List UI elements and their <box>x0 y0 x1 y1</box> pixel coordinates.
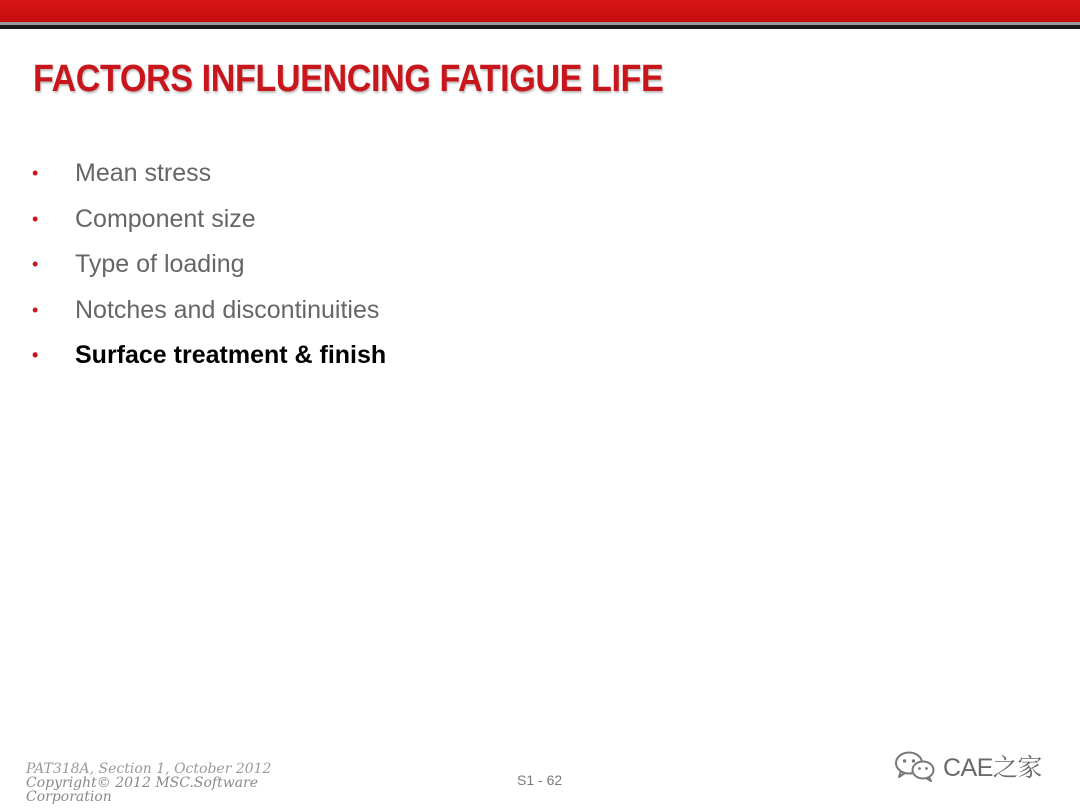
bullet-dot-icon: • <box>32 163 39 184</box>
bullet-text: Type of loading <box>75 250 245 279</box>
bullet-text: Component size <box>75 204 256 233</box>
bullet-item-component-size <box>32 197 386 243</box>
bullet-text: Surface treatment & finish <box>75 341 387 370</box>
footer-copyright <box>26 760 271 806</box>
header-red-bar <box>0 0 1080 22</box>
bullet-text: Mean stress <box>75 159 212 188</box>
bullet-item-surface-treatment <box>32 333 386 379</box>
bullet-dot-icon: • <box>32 345 39 366</box>
bullet-dot-icon: • <box>32 208 39 229</box>
bullet-dot-icon: • <box>32 254 39 275</box>
footer-copyright-line: Copyright© 2012 MSC.Software <box>26 775 259 791</box>
header-black-rule <box>0 25 1080 29</box>
bullet-item-type-of-loading <box>32 242 386 288</box>
footer-corporation-line: Corporation <box>26 789 112 805</box>
watermark-text: CAE之家 <box>943 754 1042 782</box>
bullet-list <box>32 151 386 379</box>
bullet-item-mean-stress <box>32 151 386 197</box>
slide-title: FACTORS INFLUENCING FATIGUE LIFE <box>33 58 664 100</box>
wechat-icon <box>893 750 937 782</box>
watermark <box>893 748 1042 784</box>
bullet-dot-icon: • <box>32 299 39 320</box>
bullet-text: Notches and discontinuities <box>75 295 380 324</box>
page-number: S1 - 62 <box>517 772 563 788</box>
bullet-item-notches <box>32 288 386 334</box>
footer-course-line: PAT318A, Section 1, October 2012 <box>26 761 272 777</box>
